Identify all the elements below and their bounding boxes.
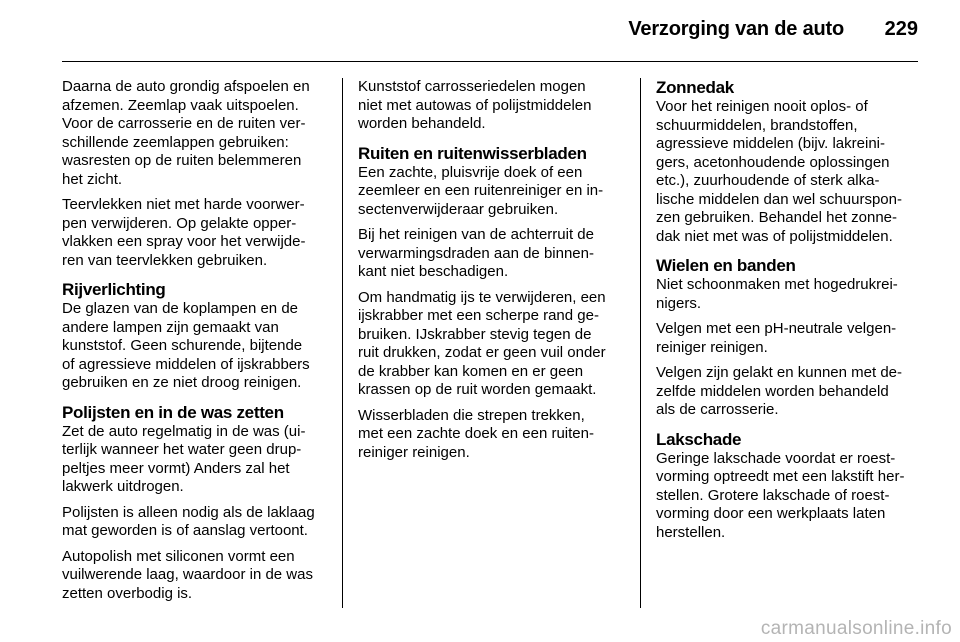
text-column-1	[62, 78, 328, 610]
text-line: Bij het reinigen van de achterruit de	[358, 226, 594, 243]
paragraph	[656, 450, 922, 543]
text-line: lische middelen dan wel schuurspon-	[656, 190, 902, 208]
paragraph	[358, 226, 624, 282]
text-column-3	[656, 78, 922, 549]
text-line: zetten overbodig is.	[62, 584, 193, 602]
text-line: pen verwijderen. Op gelakte opper-	[62, 214, 297, 232]
paragraph	[62, 504, 328, 541]
text-line: zelfde middelen worden behandeld	[656, 382, 889, 400]
text-line: als de carrosserie.	[656, 401, 779, 418]
text-line: het zicht.	[62, 170, 123, 188]
text-line: Teervlekken niet met harde voorwer-	[62, 196, 305, 213]
text-line: gers, acetonhoudende oplossingen	[656, 153, 890, 171]
text-line: dak niet met was of polijstmiddelen.	[656, 227, 893, 245]
text-line: Velgen met een pH-neutrale velgen-	[656, 320, 897, 337]
column-divider	[342, 78, 343, 608]
text-line: reiniger reinigen.	[358, 443, 470, 461]
text-line: ruit drukken, zodat er geen vuil onder	[358, 344, 606, 361]
text-line: vlakken een spray voor het verwijde-	[62, 233, 306, 250]
text-line: sectenverwijderaar gebruiken.	[358, 200, 559, 218]
text-line: Geringe lakschade voordat er roest-	[656, 449, 896, 467]
text-line: stellen. Grotere lakschade of roest-	[656, 486, 890, 504]
page-header	[62, 0, 918, 62]
text-column-2	[358, 78, 624, 469]
text-line: wasresten op de ruiten belemmeren	[62, 152, 302, 169]
text-line: Voor het reinigen nooit oplos- of	[656, 98, 868, 115]
text-line: zeemleer en een ruitenreiniger en in-	[358, 182, 604, 199]
text-line: ren van teervlekken gebruiken.	[62, 251, 268, 269]
paragraph	[62, 300, 328, 393]
paragraph	[656, 98, 922, 246]
text-line: peltjes meer vormt) Anders zal het	[62, 459, 290, 477]
text-line: Kunststof carrosseriedelen mogen	[358, 78, 586, 95]
text-line: vuilwerende laag, waardoor in de was	[62, 566, 313, 583]
text-line: krassen op de ruit worden gemaakt.	[358, 381, 597, 398]
text-line: ijskrabber met een scherpe rand ge-	[358, 307, 599, 324]
text-line: Voor de carrosserie en de ruiten ver-	[62, 115, 306, 132]
text-line: niet met autowas of polijstmiddelen	[358, 96, 592, 114]
paragraph	[656, 276, 922, 313]
text-line: met een zachte doek en een ruiten-	[358, 425, 594, 442]
paragraph	[62, 548, 328, 604]
text-line: afzemen. Zeemlap vaak uitspoelen.	[62, 96, 299, 114]
text-line: lakwerk uitdrogen.	[62, 478, 184, 495]
text-line: Een zachte, pluisvrije doek of een	[358, 163, 583, 181]
section-heading: Zonnedak	[656, 78, 734, 97]
text-line: Om handmatig ijs te verwijderen, een	[358, 288, 606, 306]
text-line: verwarmingsdraden aan de binnen-	[358, 244, 594, 262]
text-line: worden behandeld.	[358, 115, 486, 132]
text-line: mat geworden is of aanslag vertoont.	[62, 522, 308, 539]
text-line: Autopolish met siliconen vormt een	[62, 547, 295, 565]
paragraph	[656, 320, 922, 357]
text-line: gebruiken en ze niet droog reinigen.	[62, 374, 302, 391]
text-line: schuurmiddelen, brandstoffen,	[656, 116, 858, 134]
paragraph	[358, 78, 624, 134]
paragraph	[358, 407, 624, 463]
text-line: Zet de auto regelmatig in de was (ui-	[62, 422, 306, 440]
section-title: Verzorging van de auto	[628, 18, 844, 40]
text-line: Polijsten is alleen nodig als de laklaag	[62, 503, 315, 521]
text-line: De glazen van de koplampen en de	[62, 300, 299, 317]
paragraph	[62, 78, 328, 189]
paragraph	[656, 364, 922, 420]
text-line: andere lampen zijn gemaakt van	[62, 318, 279, 336]
watermark-text: carmanualsonline.info	[760, 618, 952, 639]
text-line: zen gebruiken. Behandel het zonne-	[656, 209, 898, 226]
column-divider	[640, 78, 641, 608]
text-line: agressieve middelen (bijv. lakreini-	[656, 135, 885, 152]
section-heading: Polijsten en in de was zetten	[62, 402, 284, 422]
text-line: schillende zeemlappen gebruiken:	[62, 133, 289, 151]
paragraph	[358, 289, 624, 400]
text-line: vorming optreedt met een lakstift her-	[656, 468, 905, 485]
text-line: reiniger reinigen.	[656, 338, 768, 356]
text-line: kant niet beschadigen.	[358, 263, 509, 280]
text-line: Wisserbladen die strepen trekken,	[358, 406, 585, 424]
text-line: of agressieve middelen of ijskrabbers	[62, 355, 310, 373]
paragraph	[358, 164, 624, 220]
paragraph	[62, 196, 328, 270]
text-line: terlijk wanneer het water geen drup-	[62, 441, 302, 458]
text-line: kunststof. Geen schurende, bijtende	[62, 337, 303, 354]
paragraph	[62, 423, 328, 497]
text-line: Niet schoonmaken met hogedrukrei-	[656, 276, 898, 293]
text-line: herstellen.	[656, 523, 726, 541]
text-line: Daarna de auto grondig afspoelen en	[62, 78, 310, 95]
section-heading: Lakschade	[656, 429, 742, 449]
page-number: 229	[884, 18, 918, 40]
text-line: Velgen zijn gelakt en kunnen met de-	[656, 364, 902, 381]
section-heading: Wielen en banden	[656, 256, 796, 275]
text-line: de krabber kan komen en er geen	[358, 362, 584, 380]
text-line: etc.), zuurhoudende of sterk alka-	[656, 172, 880, 189]
section-heading: Ruiten en ruitenwisserbladen	[358, 143, 587, 163]
text-line: vorming door een werkplaats laten	[656, 505, 886, 522]
section-heading: Rijverlichting	[62, 280, 166, 299]
text-line: nigers.	[656, 294, 702, 312]
text-line: bruiken. IJskrabber stevig tegen de	[358, 325, 592, 343]
